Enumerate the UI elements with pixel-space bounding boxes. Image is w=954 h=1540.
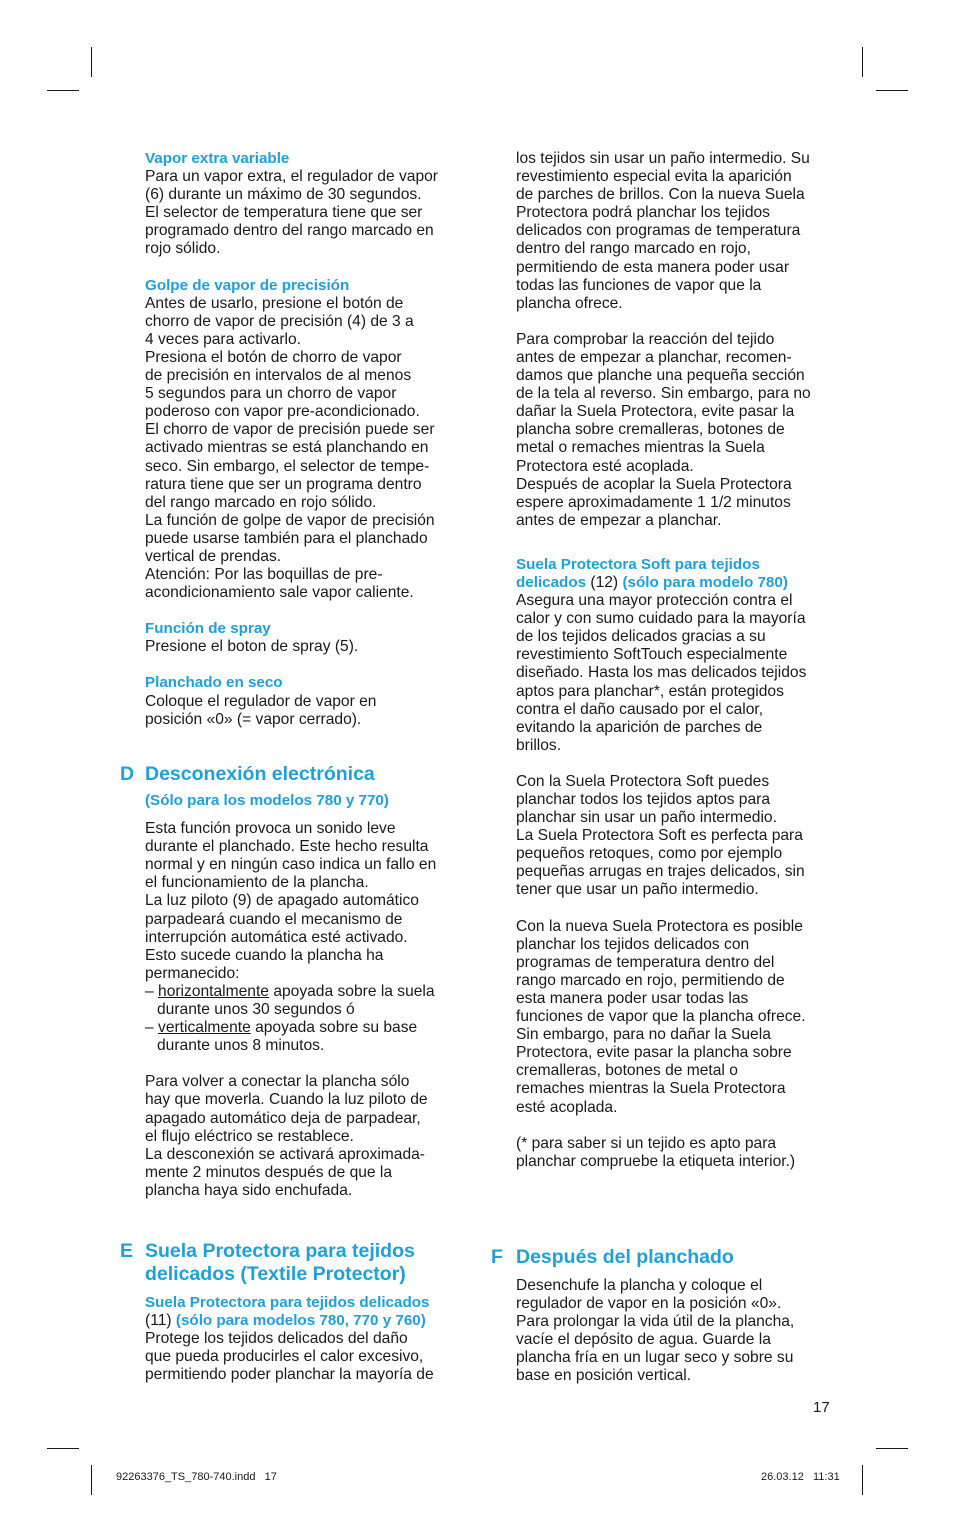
text-line: el flujo eléctrico se restablece. — [145, 1127, 354, 1145]
text-line: rango marcado en rojo, permitiendo de — [516, 971, 785, 989]
text-line: dañar la Suela Protectora, evite pasar la — [516, 403, 795, 421]
text-line: de precisión en intervalos de al menos — [145, 367, 412, 385]
text-line: esté acoplada. — [516, 1098, 618, 1116]
text-line: del rango marcado en rojo sólido. — [145, 493, 377, 511]
text-line: Presiona el botón de chorro de vapor — [145, 348, 402, 366]
text-line: antes de empezar a planchar, recomen- — [516, 348, 792, 366]
text-line: dentro del rango marcado en rojo, — [516, 240, 751, 258]
text-line: damos que planche una pequeña sección — [516, 367, 805, 385]
text-line: activado mientras se está planchando en — [145, 439, 429, 457]
text-line: planchar compruebe la etiqueta interior.) — [516, 1152, 796, 1170]
text-line: espere aproximadamente 1 1/2 minutos — [516, 493, 791, 511]
text-line: 5 segundos para un chorro de vapor — [145, 385, 397, 403]
section-letter: F — [491, 1246, 503, 1268]
text-line: hay que moverla. Cuando la luz piloto de — [145, 1091, 428, 1109]
text-line: acondicionamiento sale vapor caliente. — [145, 584, 414, 602]
text-line: La función de golpe de vapor de precisión — [145, 511, 435, 529]
text-line: pequeñas arrugas en trajes delicados, sin — [516, 863, 805, 881]
text-line: regulador de vapor en la posición «0». — [516, 1295, 782, 1313]
text-line: vertical de prendas. — [145, 547, 282, 565]
section-e-body — [145, 1294, 470, 1384]
text: apoyada sobre la suela — [268, 982, 435, 1000]
crop-mark — [862, 47, 863, 77]
text-line: planchar sin usar un paño intermedio. — [516, 809, 777, 827]
section-title-line: delicados (Textile Protector) — [145, 1263, 406, 1285]
crop-mark — [91, 47, 92, 77]
text-line: Presione el boton de spray (5). — [145, 638, 359, 656]
section-e-heading — [0, 1240, 480, 1286]
text-line: revestimiento SoftTouch especialmente — [516, 646, 788, 664]
list-item — [145, 983, 470, 1001]
text-line: Antes de usarlo, presione el botón de — [145, 294, 404, 312]
text-line: de los tejidos delicados gracias a su — [516, 628, 766, 646]
text-line: evitando la aparición de parches de — [516, 718, 763, 736]
section-letter: D — [120, 763, 135, 785]
text-line: el funcionamiento de la plancha. — [145, 874, 369, 892]
text: apoyada sobre su base — [250, 1019, 418, 1037]
model-note: (sólo para modelos 780, 770 y 760) — [175, 1312, 426, 1330]
text-line: rojo sólido. — [145, 240, 221, 258]
text-line: programas de temperatura dentro del — [516, 953, 775, 971]
text-line: plancha fría en un lugar seco y sobre su — [516, 1349, 794, 1367]
reference-line — [145, 1312, 470, 1330]
text-line: planchar todos los tejidos aptos para — [516, 791, 770, 808]
right-column — [516, 150, 841, 1171]
text-line: mente 2 minutos después de que la — [145, 1163, 393, 1181]
text-line: Sin embargo, para no dañar la Suela — [516, 1026, 771, 1044]
dash: – — [145, 1019, 159, 1037]
section-title-line: Suela Protectora para tejidos — [145, 1240, 415, 1262]
text-line: normal y en ningún caso indica un fallo en — [145, 856, 437, 874]
text-line: La Suela Protectora Soft es perfecta para — [516, 827, 803, 845]
text-line: cremalleras, botones de metal o — [516, 1062, 738, 1080]
dash: – — [145, 982, 159, 1000]
text-line: Para volver a conectar la plancha sólo — [145, 1073, 410, 1091]
list-item-continuation: durante unos 30 segundos ó — [157, 1001, 355, 1019]
subheading-suela-soft: Suela Protectora Soft para tejidos — [516, 555, 760, 573]
text-line: que pueda producirles el calor excesivo, — [145, 1348, 424, 1366]
text-line: planchar los tejidos delicados con — [516, 935, 750, 953]
text-line: funciones de vapor que la plancha ofrece. — [516, 1008, 806, 1026]
subheading-golpe-vapor: Golpe de vapor de precisión — [145, 276, 350, 294]
text-line: plancha sobre cremalleras, botones de — [516, 421, 785, 439]
text-line: La desconexión se activará aproximada- — [145, 1145, 425, 1163]
part-reference: (11) — [145, 1312, 176, 1330]
text-line: poderoso con vapor pre-acondicionado. — [145, 403, 420, 421]
section-e-subheading: Suela Protectora para tejidos delicados — [145, 1294, 430, 1311]
text-line: Protectora, evite pasar la plancha sobre — [516, 1044, 792, 1062]
crop-mark — [876, 1448, 908, 1449]
text-line: Protege los tejidos delicados del daño — [145, 1330, 408, 1348]
part-reference: (12) — [586, 573, 623, 591]
text-line: (6) durante un máximo de 30 segundos. — [145, 186, 422, 204]
footer-date: 26.03.12 11:31 — [761, 1471, 840, 1483]
text-line: esta manera poder usar todas las — [516, 989, 749, 1007]
text-line: Para un vapor extra, el regulador de vapor — [145, 168, 438, 186]
model-note: (sólo para modelo 780) — [622, 573, 788, 591]
text-line: Para comprobar la reacción del tejido — [516, 330, 775, 348]
paragraph-golpe-vapor — [145, 295, 465, 603]
crop-mark — [91, 1465, 92, 1495]
text-line: de la tela al reverso. Sin embargo, para no — [516, 385, 811, 403]
section-d-body — [145, 792, 470, 1200]
text-line: delicados con programas de temperatura — [516, 222, 801, 240]
text-line: (* para saber si un tejido es apto para — [516, 1134, 777, 1152]
text-line: base en posición vertical. — [516, 1367, 692, 1385]
text-line: puede usarse también para el planchado — [145, 529, 428, 547]
list-item-continuation: durante unos 8 minutos. — [157, 1037, 325, 1055]
section-title: Desconexión electrónica — [145, 763, 375, 785]
text-line: diseñado. Hasta los mas delicados tejidos — [516, 664, 807, 682]
text-line: Después de acoplar la Suela Protectora — [516, 475, 792, 493]
section-f-body — [516, 1277, 841, 1386]
text-line: permitiendo de esta manera poder usar — [516, 258, 790, 276]
text-line: brillos. — [516, 736, 562, 754]
text-line: Asegura una mayor protección contra el — [516, 592, 793, 610]
text-line: chorro de vapor de precisión (4) de 3 a — [145, 312, 414, 330]
text-line: de parches de brillos. Con la nueva Suela — [516, 186, 805, 204]
text-line: interrupción automática esté activado. — [145, 928, 408, 946]
section-d-note: (Sólo para los modelos 780 y 770) — [145, 792, 389, 809]
text-line: durante el planchado. Este hecho resulta — [145, 838, 429, 856]
list-item — [145, 1019, 470, 1037]
text-line: parpadeará cuando el mecanismo de — [145, 910, 403, 928]
text-line: metal o remaches mientras la Suela — [516, 439, 765, 457]
text-line: ratura tiene que ser un programa dentro — [145, 475, 422, 493]
text-line: plancha haya sido enchufada. — [145, 1181, 353, 1199]
text-line: El selector de temperatura tiene que ser — [145, 204, 423, 222]
reference-line — [516, 574, 841, 592]
text-line: tener que usar un paño intermedio. — [516, 881, 759, 899]
page-number: 17 — [813, 1399, 830, 1416]
text-line: permitiendo poder planchar la mayoría de — [145, 1366, 434, 1384]
text-line: seco. Sin embargo, el selector de tempe- — [145, 457, 430, 475]
text-line: Esto sucede cuando la plancha ha — [145, 946, 384, 964]
subheading-suela-soft-cont: delicados — [516, 573, 587, 591]
paragraph-vapor-extra — [145, 168, 465, 258]
underlined-word: verticalmente — [158, 1019, 251, 1037]
text-line: Protectora podrá planchar los tejidos — [516, 204, 770, 222]
text-line: remaches mientras la Suela Protectora — [516, 1080, 786, 1098]
text-line: Para prolongar la vida útil de la plancha, — [516, 1313, 795, 1331]
text-line: Coloque el regulador de vapor en — [145, 692, 377, 710]
text-line: Con la Suela Protectora Soft puedes — [516, 772, 770, 790]
section-title: Después del planchado — [516, 1246, 734, 1268]
crop-mark — [862, 1465, 863, 1495]
text-line: Protectora esté acoplada. — [516, 457, 694, 475]
underlined-word: horizontalmente — [158, 982, 269, 1000]
text-line: calor y con sumo cuidado para la mayoría — [516, 610, 806, 628]
text-line: aptos para planchar*, están protegidos — [516, 682, 784, 700]
text-line: Con la nueva Suela Protectora es posible — [516, 917, 803, 935]
subheading-vapor-extra: Vapor extra variable — [145, 150, 290, 167]
text-line: La luz piloto (9) de apagado automático — [145, 892, 419, 910]
text-line: Atención: Por las boquillas de pre- — [145, 566, 383, 584]
text-line: Desenchufe la plancha y coloque el — [516, 1277, 763, 1294]
text-line: vacíe el depósito de agua. Guarde la — [516, 1331, 771, 1349]
subheading-spray: Función de spray — [145, 620, 271, 638]
text-line: contra el daño causado por el calor, — [516, 700, 764, 718]
text-line: pequeños retoques, como por ejemplo — [516, 845, 783, 863]
section-letter: E — [120, 1240, 134, 1262]
text-line: El chorro de vapor de precisión puede ser — [145, 421, 435, 439]
text-line: revestimiento especial evita la aparición — [516, 168, 792, 186]
text-line: programado dentro del rango marcado en — [145, 222, 434, 240]
text-line: apagado automático deja de parpadear, — [145, 1109, 421, 1127]
crop-mark — [876, 90, 908, 91]
left-column — [145, 150, 465, 729]
text-line: 4 veces para activarlo. — [145, 330, 302, 348]
text-line: todas las funciones de vapor que la — [516, 276, 762, 294]
footer-file-info: 92263376_TS_780-740.indd 17 — [116, 1471, 277, 1483]
crop-mark — [47, 90, 79, 91]
subheading-planchado-seco: Planchado en seco — [145, 674, 283, 692]
text-line: los tejidos sin usar un paño intermedio. Su — [516, 150, 810, 167]
text-line: Esta función provoca un sonido leve — [145, 820, 396, 838]
crop-mark — [47, 1448, 79, 1449]
text-line: permanecido: — [145, 964, 240, 982]
text-line: antes de empezar a planchar. — [516, 511, 722, 529]
text-line: plancha ofrece. — [516, 294, 623, 312]
text-line: posición «0» (= vapor cerrado). — [145, 710, 362, 728]
